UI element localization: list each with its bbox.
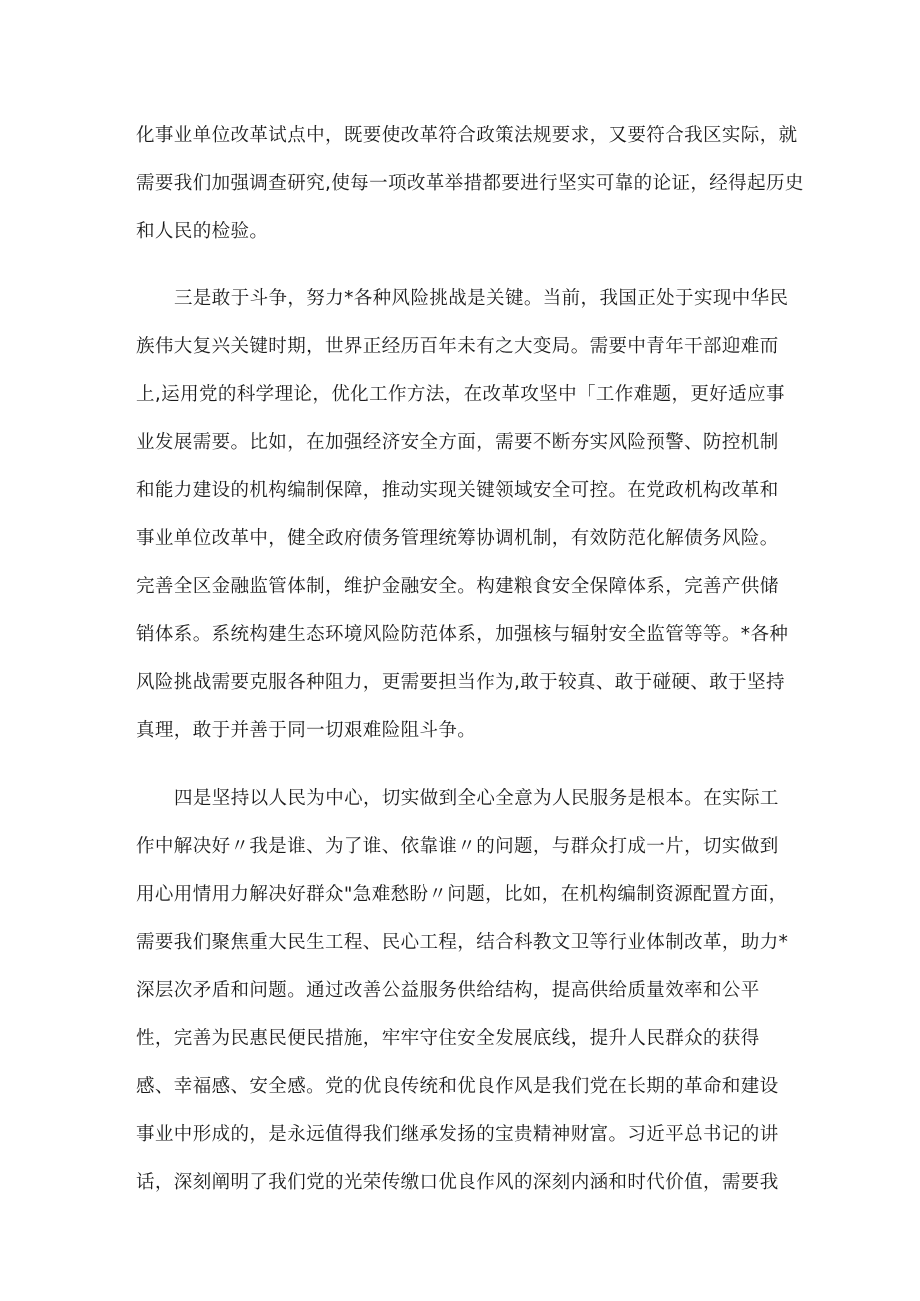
- text-line: 感、幸福感、安全感。党的优良传统和优良作风是我们党在长期的革命和建设: [136, 1076, 779, 1097]
- text-line: 用心用情用力解决好群众"急难愁盼〃问题，比如，在机构编制资源配置方面，: [136, 884, 788, 905]
- text-line: 真理，敢于并善于同一切艰难险阻斗争。: [136, 720, 477, 741]
- text-line: 三是敢于斗争，努力*各种风险挑战是关键。当前，我国正处于实现中华民: [174, 288, 789, 309]
- text-line: 四是坚持以人民为中心，切实做到全心全意为人民服务是根本。在实际工: [174, 788, 779, 809]
- text-line: 作中解决好〃我是谁、为了谁、依靠谁〃的问题，与群众打成一片，切实做到: [136, 836, 779, 857]
- text-line: 性，完善为民惠民便民措施，牢牢守住安全发展底线，提升人民群众的获得: [136, 1028, 760, 1049]
- text-line: 和能力建设的机构编制保障，推动实现关键领域安全可控。在党政机构改革和: [136, 480, 779, 501]
- text-line: 完善全区金融监管体制，维护金融安全。构建粮食安全保障体系，完善产供储: [136, 576, 779, 597]
- text-line: 话，深刻阐明了我们党的光荣传缴口优良作风的深刻内涵和时代价值，需要我: [136, 1172, 779, 1193]
- text-line: 事业中形成的，是永远值得我们继承发扬的宝贵精神财富。习近平总书记的讲: [136, 1124, 779, 1145]
- text-line: 销体系。系统构建生态环境风险防范体系，加强核与辐射安全监管等等。*各种: [136, 624, 789, 645]
- text-line: 族伟大复兴关键时期，世界正经历百年未有之大变局。需要中青年干部迎难而: [136, 336, 779, 357]
- text-line: 事业单位改革中，健全政府债务管理统筹协调机制，有效防范化解债务风险。: [136, 528, 779, 549]
- text-line: 业发展需要。比如，在加强经济安全方面，需要不断夯实风险预警、防控机制: [136, 432, 779, 453]
- text-line: 化事业单位改革试点中，既要使改革符合政策法规要求，又要符合我区实际，就: [136, 125, 798, 146]
- text-line: 需要我们聚焦重大民生工程、民心工程，结合科教文卫等行业体制改革，助力*: [136, 932, 789, 953]
- text-line: 上,运用党的科学理论，优化工作方法，在改革攻坚中「工作难题，更好适应事: [136, 384, 785, 405]
- text-line: 风险挑战需要克服各种阻力，更需要担当作为,敢于较真、敢于碰硬、敢于坚持: [136, 672, 785, 693]
- text-line: 需要我们加强调查研究,使每一项改革举措都要进行坚实可靠的论证，经得起历史: [136, 173, 804, 194]
- text-line: 和人民的检验。: [136, 221, 269, 242]
- text-line: 深层次矛盾和问题。通过改善公益服务供给结构，提高供给质量效率和公平: [136, 980, 760, 1001]
